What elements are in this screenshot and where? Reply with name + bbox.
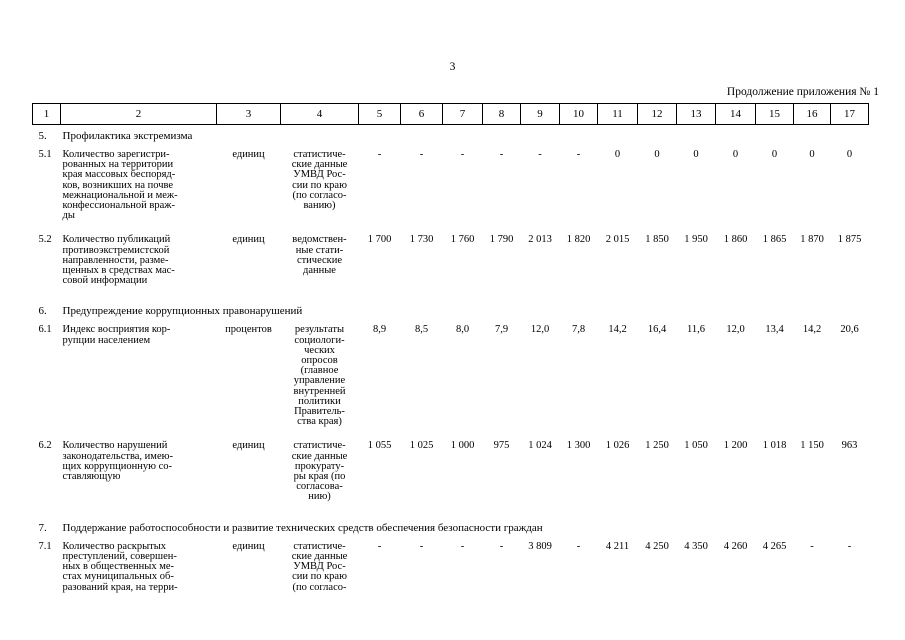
indicator-source-line: (по согласо-	[292, 581, 347, 593]
indicator-value: 1 860	[723, 234, 748, 246]
indicator-source-line: сии по краю	[292, 179, 347, 191]
indicator-source-line: (главное	[300, 365, 339, 377]
section-row	[33, 300, 869, 325]
column-header-14: 14	[716, 104, 756, 125]
indicator-value: 0	[809, 149, 815, 160]
section-title: Профилактика экстремизма	[62, 130, 193, 142]
indicator-value: 4 350	[684, 540, 708, 552]
indicator-value: 7,8	[571, 324, 586, 336]
column-header-15: 15	[756, 104, 794, 125]
section-number: 6.	[38, 305, 47, 318]
indicator-name-line: межнациональной и меж-	[62, 189, 178, 201]
indicator-value: 0	[771, 149, 778, 160]
indicator-source-line: ские данные	[291, 550, 348, 562]
indicator-value: 7,9	[494, 324, 509, 336]
indicator-name	[61, 441, 217, 516]
indicator-source-line: опросов	[301, 355, 338, 367]
indicator-value: 1 025	[409, 440, 434, 452]
indicator-value: 0	[614, 149, 621, 160]
indicator-number: 5.2	[38, 234, 52, 246]
indicator-value: 0	[732, 149, 739, 160]
column-header-11: 11	[598, 104, 638, 125]
section-title: Предупреждение коррупционных правонарушений	[62, 305, 303, 318]
indicator-source-line: социологи-	[294, 334, 345, 346]
indicator-name-line: Количество нарушений	[62, 440, 168, 452]
indicator-value: 1 950	[684, 234, 708, 246]
indicator-source	[281, 325, 359, 441]
indicator-value: -	[847, 540, 852, 552]
section-number: 5.	[38, 130, 47, 142]
indicator-name-line: ных в общественных ме-	[62, 561, 175, 573]
indicator-name-line: ды	[62, 210, 75, 222]
indicator-source	[281, 235, 359, 300]
indicator-value: 2 015	[605, 234, 630, 246]
indicator-source-line: (по согласо-	[292, 189, 347, 201]
indicator-value: 1 050	[684, 440, 708, 452]
indicator-value: 1 730	[409, 234, 434, 246]
indicator-name-line: Количество зарегистри-	[62, 149, 170, 160]
indicator-number: 5.1	[38, 149, 52, 160]
indicator-row	[33, 150, 869, 235]
indicator-name-line: рованных на территории	[62, 159, 174, 171]
indicator-value: 1 026	[605, 440, 630, 452]
indicator-source-line: ческих	[304, 344, 335, 356]
indicator-name-line: края массовых беспоряд-	[62, 169, 176, 181]
indicator-value: 975	[493, 440, 510, 452]
indicator-row	[33, 325, 869, 441]
column-header-13: 13	[677, 104, 716, 125]
indicator-value: 16,4	[647, 324, 667, 336]
indicator-value: 1 250	[645, 440, 669, 452]
indicator-value: -	[419, 540, 424, 552]
indicator-value: 0	[654, 149, 660, 160]
indicator-source	[281, 542, 359, 607]
indicator-value: 1 790	[489, 234, 514, 246]
indicator-source-line: прокурату-	[294, 460, 345, 472]
indicator-value: 1 150	[800, 440, 824, 452]
indicator-source-line: ские данные	[291, 450, 348, 462]
section-row	[33, 125, 869, 151]
indicator-value: 1 700	[367, 234, 392, 246]
indicator-source-line: статистиче-	[293, 540, 346, 552]
indicator-unit: процентов	[225, 324, 272, 336]
indicator-name-line: совой информации	[62, 275, 148, 287]
indicator-source-line: согласова-	[296, 481, 343, 493]
indicator-value: -	[576, 149, 581, 160]
indicator-name-line: разований края, на терри-	[62, 581, 178, 593]
column-header-4: 4	[281, 104, 359, 125]
indicator-value: -	[460, 149, 465, 160]
indicator-source-line: статистиче-	[293, 440, 346, 452]
indicator-value: 1 000	[450, 440, 475, 452]
indicator-number: 6.1	[38, 324, 52, 336]
indicator-value: 1 820	[566, 234, 591, 246]
indicator-source-line: УМВД Рос-	[293, 561, 346, 573]
indicator-name-line: Количество раскрытых	[62, 540, 167, 552]
indicator-name-line: ков, возникших на почве	[62, 179, 174, 191]
indicator-value: -	[377, 149, 382, 160]
indicator-value: 4 260	[723, 540, 748, 552]
indicator-name	[61, 150, 217, 235]
indicator-name-line: преступлений, совершен-	[62, 550, 177, 562]
indicator-value: -	[576, 540, 581, 552]
indicator-source-line: управление	[293, 375, 346, 387]
indicator-source-line: результаты	[294, 324, 345, 336]
indicator-value: -	[377, 540, 382, 552]
indicator-source-line: ские данные	[291, 159, 348, 171]
indicator-value: 14,2	[802, 324, 822, 336]
column-header-6: 6	[401, 104, 443, 125]
indicator-source-line: данные	[303, 265, 336, 277]
indicator-value: 0	[693, 149, 699, 160]
indicator-value: -	[810, 540, 814, 552]
indicator-name-line: щенных в средствах мас-	[62, 265, 175, 277]
indicator-value: 1 865	[762, 234, 787, 246]
indicator-name	[61, 542, 217, 607]
indicator-name	[61, 325, 217, 441]
indicator-value: 1 024	[528, 440, 552, 452]
column-header-17: 17	[831, 104, 869, 125]
column-header-1: 1	[33, 104, 61, 125]
indicator-source-line: Правитель-	[294, 406, 345, 418]
indicator-value: 1 760	[450, 234, 475, 246]
indicator-value: 14,2	[608, 324, 627, 336]
indicator-number: 7.1	[38, 540, 52, 552]
indicator-source-line: УМВД Рос-	[293, 169, 346, 181]
column-header-7: 7	[443, 104, 483, 125]
column-header-3: 3	[217, 104, 281, 125]
indicator-source	[281, 150, 359, 235]
indicator-name-line: конфессиональной враж-	[62, 200, 175, 212]
indicator-name-line: законодательства, имею-	[62, 450, 173, 462]
indicator-value: 1 018	[762, 440, 787, 452]
page-number: 3	[449, 61, 456, 73]
indicator-source-line: нию)	[308, 491, 331, 503]
indicator-name-line: ставляющую	[62, 471, 121, 483]
indicator-value: 12,0	[726, 324, 745, 336]
indicator-unit: единиц	[232, 149, 265, 160]
indicator-value: 12,0	[530, 324, 550, 336]
indicator-value: 4 265	[762, 540, 787, 552]
indicator-value: 2 013	[528, 234, 552, 246]
column-header-8: 8	[483, 104, 521, 125]
indicator-name	[61, 235, 217, 300]
indicator-source-line: сии по краю	[292, 571, 347, 583]
indicator-value: 4 250	[645, 540, 669, 552]
indicator-name-line: направленности, разме-	[62, 254, 169, 266]
indicator-unit: единиц	[232, 540, 265, 552]
column-header-9: 9	[521, 104, 560, 125]
section-title: Поддержание работоспособности и развитие технических средств обеспечения безопасности граждан	[62, 521, 543, 534]
indicator-source-line: ные стати-	[295, 244, 344, 256]
indicator-value: 1 875	[837, 234, 862, 246]
header-row	[33, 104, 869, 125]
indicator-value: -	[460, 540, 465, 552]
indicator-source-line: ванию)	[303, 200, 336, 212]
column-header-5: 5	[359, 104, 401, 125]
column-header-2: 2	[61, 104, 217, 125]
indicator-source-line: ведомствен-	[292, 234, 347, 246]
indicator-value: 963	[841, 440, 858, 452]
indicators-table	[32, 103, 869, 607]
indicator-value: 13,4	[765, 324, 784, 336]
indicator-source-line: внутренней	[293, 385, 346, 397]
appendix-continuation-label: Продолжение приложения № 1	[726, 86, 879, 98]
indicator-value: 8,0	[455, 324, 470, 336]
indicator-value: -	[499, 540, 504, 552]
indicator-value: 1 200	[723, 440, 748, 452]
indicator-name-line: Количество публикаций	[62, 234, 171, 246]
indicator-name-line: рупции населением	[62, 334, 151, 346]
indicator-value: -	[538, 149, 542, 160]
indicator-value: -	[499, 149, 504, 160]
indicator-value: 1 870	[800, 234, 824, 246]
column-header-16: 16	[794, 104, 831, 125]
indicator-value: 0	[846, 149, 853, 160]
indicator-value: 1 300	[566, 440, 591, 452]
indicator-name-line: щих коррупционную со-	[62, 460, 172, 472]
indicator-number: 6.2	[38, 440, 52, 452]
indicator-value: 20,6	[840, 324, 859, 336]
indicator-source-line: ры края (по	[293, 471, 346, 483]
indicator-name-line: Индекс восприятия кор-	[62, 324, 171, 336]
indicator-unit: единиц	[232, 440, 265, 452]
indicator-value: 8,9	[372, 324, 387, 336]
column-header-10: 10	[560, 104, 598, 125]
indicator-source-line: стические	[296, 254, 343, 266]
indicator-source-line: политики	[298, 395, 341, 407]
indicator-value: 8,5	[414, 324, 429, 336]
section-row	[33, 517, 869, 542]
indicator-name-line: противоэкстремистской	[62, 244, 170, 256]
indicator-name-line: стах муниципальных об-	[62, 571, 174, 583]
indicator-value: 3 809	[528, 540, 552, 552]
indicator-row	[33, 542, 869, 607]
column-header-12: 12	[638, 104, 677, 125]
indicator-row	[33, 441, 869, 516]
indicator-source	[281, 441, 359, 516]
indicator-value: 11,6	[687, 324, 705, 336]
indicator-value: -	[419, 149, 424, 160]
indicator-value: 1 055	[367, 440, 392, 452]
indicator-value: 4 211	[605, 540, 630, 552]
indicator-unit: единиц	[232, 234, 265, 246]
section-number: 7.	[38, 521, 47, 534]
indicator-row	[33, 235, 869, 300]
indicator-source-line: ства края)	[297, 416, 342, 428]
indicator-value: 1 850	[645, 234, 669, 246]
indicator-source-line: статистиче-	[293, 149, 346, 160]
